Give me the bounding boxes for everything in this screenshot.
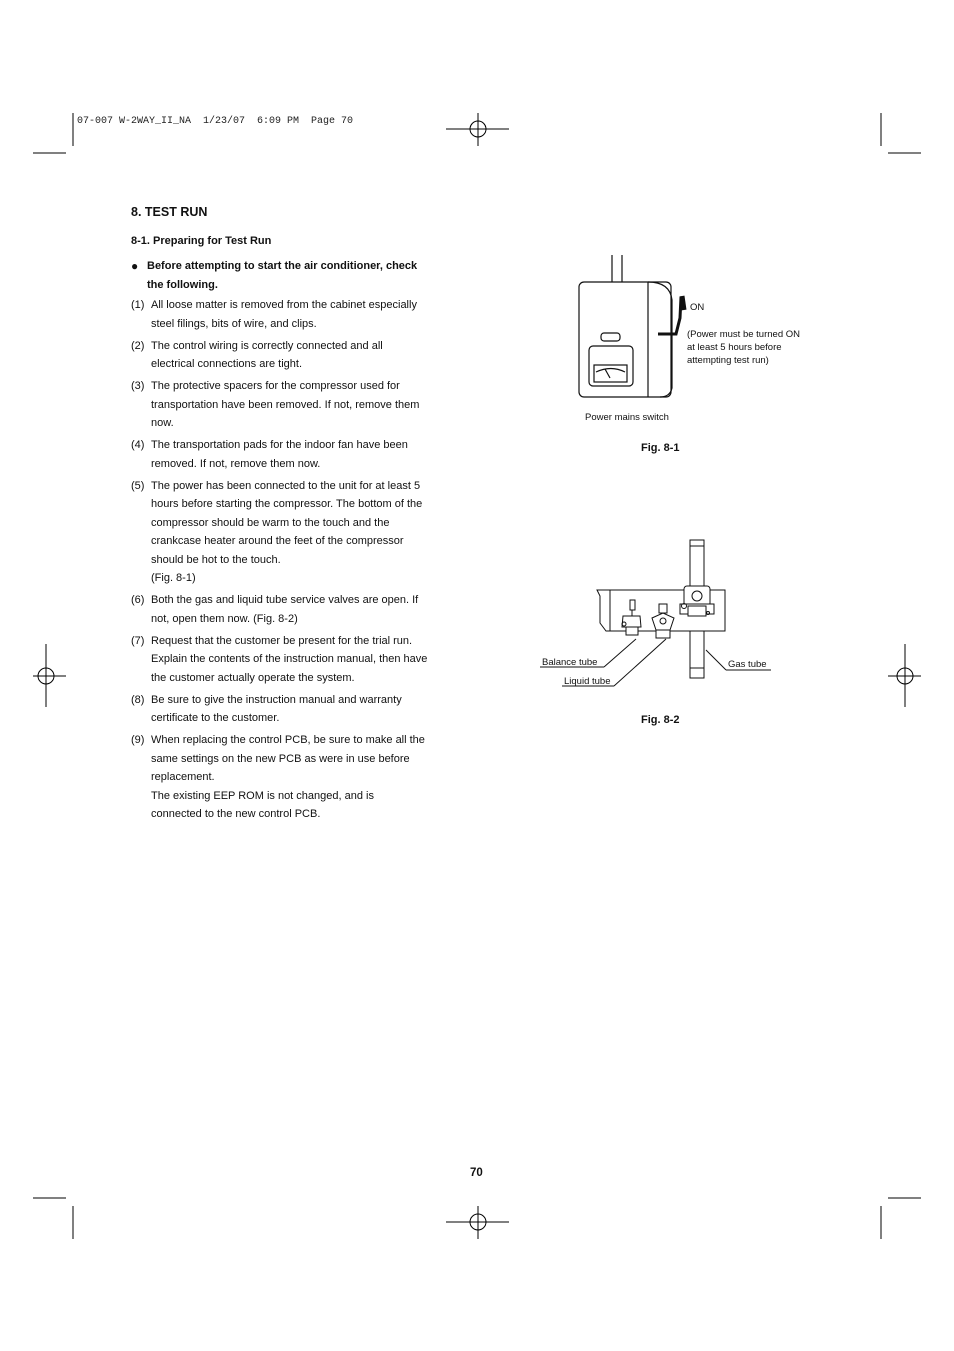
item-number: (1) [131,299,145,311]
item-line: replacement. [151,771,215,783]
item-line: The existing EEP ROM is not changed, and is [151,789,374,802]
item-number: (3) [131,380,145,392]
item-line: removed. If not, remove them now. [151,457,321,470]
item-number: (6) [131,594,145,606]
item-line: When replacing the control PCB, be sure to make all the [151,734,425,746]
item-line: Both the gas and liquid tube service valves are open. If [151,594,419,606]
item-line: compressor should be warm to the touch and the [151,516,390,529]
figure-caption: Fig. 8-1 [641,442,680,454]
item-line: The protective spacers for the compressor used for [151,380,400,392]
item-line: The power has been connected to the unit for at least 5 [151,479,421,492]
bullet-line: the following. [147,278,218,291]
page-number: 70 [470,1167,483,1179]
item-line: connected to the new control PCB. [151,808,321,820]
item-line: The transportation pads for the indoor fan have been [151,439,408,451]
item-line: electrical connections are tight. [151,358,303,370]
item-line: The control wiring is correctly connected and all [151,339,383,352]
item-line: the customer actually operate the system. [151,671,355,684]
item-line: Request that the customer be present for the trial run. [151,634,413,647]
item-line: crankcase heater around the feet of the compressor [151,535,404,547]
bullet-icon: ● [131,259,139,273]
item-number: (7) [131,634,145,647]
figure-caption: Fig. 8-2 [641,714,680,726]
switch-label: Power mains switch [585,412,669,423]
item-line: now. [151,417,174,429]
item-line: Explain the contents of the instruction manual, then have [151,653,428,665]
item-line: steel filings, bits of wire, and clips. [151,317,317,330]
item-line: transportation have been removed. If not, remove them [151,398,420,411]
on-label: ON [690,302,705,313]
item-number: (4) [131,439,145,451]
item-number: (8) [131,693,145,706]
power-note-line: at least 5 hours before [687,342,782,353]
item-number: (5) [131,479,145,492]
item-number: (9) [131,734,145,746]
subsection-title: 8-1. Preparing for Test Run [131,235,272,247]
balance-tube-label: Balance tube [542,657,598,668]
item-line: Be sure to give the instruction manual and warranty [151,693,402,706]
liquid-tube-label: Liquid tube [564,676,611,687]
print-header: 07-007 W-2WAY_II_NA 1/23/07 6:09 PM Page 70 [77,116,354,127]
item-line: All loose matter is removed from the cabinet especially [151,299,417,311]
item-line: (Fig. 8-1) [151,572,196,584]
item-line: not, open them now. (Fig. 8-2) [151,612,298,625]
item-line: hours before starting the compressor. The bottom of the [151,498,423,510]
item-line: same settings on the new PCB as were in use before [151,752,410,765]
power-note-line: attempting test run) [687,355,769,366]
item-number: (2) [131,339,145,352]
item-line: certificate to the customer. [151,712,280,724]
power-note-line: (Power must be turned ON [687,329,800,340]
item-line: should be hot to the touch. [151,553,281,566]
section-title: 8. TEST RUN [131,205,208,219]
bullet-line: Before attempting to start the air conditioner, check [147,260,418,272]
gas-tube-label: Gas tube [728,659,767,670]
